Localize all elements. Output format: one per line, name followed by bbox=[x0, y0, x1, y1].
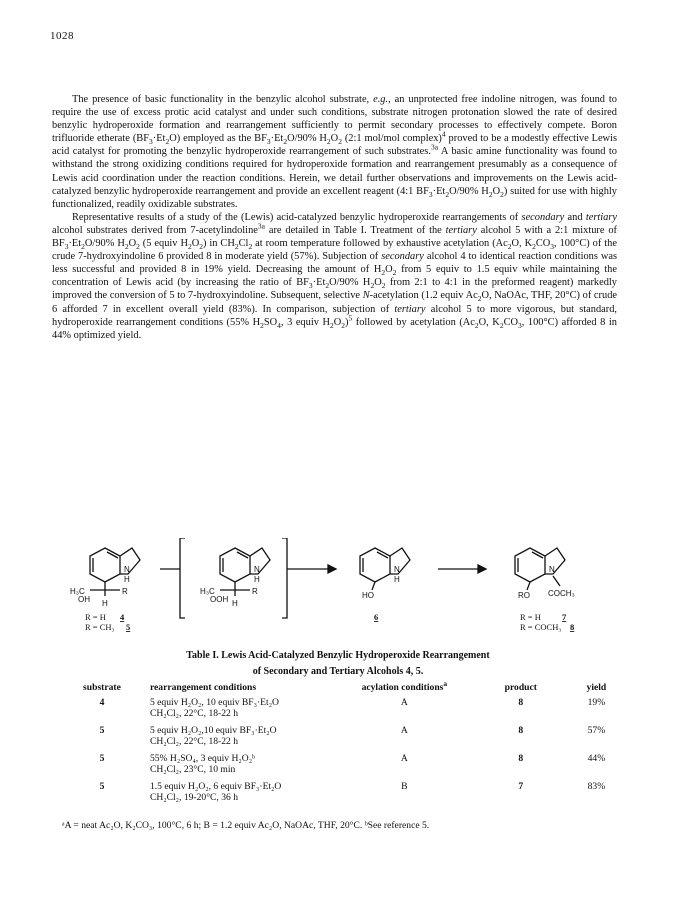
h3c-label-left: H₃C bbox=[70, 587, 85, 596]
table-header-row bbox=[56, 682, 624, 697]
nh-label-mid: N bbox=[254, 565, 260, 574]
r-label-left: R bbox=[122, 587, 128, 596]
hydroperoxide-intermediate bbox=[160, 538, 336, 618]
table-row bbox=[56, 725, 624, 753]
header-substrate: substrate bbox=[83, 682, 121, 693]
reaction-scheme bbox=[60, 538, 620, 638]
page-number: 1028 bbox=[50, 30, 74, 42]
cell-product: 7 bbox=[518, 781, 524, 792]
cell-product: 8 bbox=[518, 753, 524, 764]
h3c-label-mid: H₃C bbox=[200, 587, 215, 596]
header-acylation: acylation conditions$^a$ bbox=[361, 678, 448, 693]
cell-product: 8 bbox=[518, 725, 524, 736]
cell-conditions: 5 equiv H₂O₂,10 equiv BF₃·Et₂O CH₂Cl₂, 22°C, 18-22 h bbox=[149, 725, 277, 747]
table-footnote: ᵃA = neat Ac₂O, K₂CO₃, 100°C, 6 h; B = 1.2 equiv Ac₂O, NaOAc, THF, 20°C. ᵇSee reference 5. bbox=[62, 820, 430, 831]
cmp-label-rcoch3: R = COCH₃ bbox=[520, 622, 562, 632]
compound-5-label: 5 bbox=[126, 622, 131, 632]
table-caption-line2: of Secondary and Tertiary Alcohols 4, 5. bbox=[252, 666, 424, 677]
header-product: product bbox=[504, 682, 537, 693]
h-label-sub-mid: H bbox=[232, 599, 238, 608]
h-label-6: H bbox=[394, 575, 400, 584]
cell-yield: 44% bbox=[587, 753, 606, 764]
ooh-label: OOH bbox=[210, 595, 229, 604]
cmp-label-rh-left: R = H bbox=[85, 612, 106, 622]
cell-substrate: 4 bbox=[99, 697, 105, 708]
cell-acylation: A bbox=[400, 753, 408, 764]
cell-acylation: B bbox=[401, 781, 408, 792]
table-caption: Table I. Lewis Acid-Catalyzed Benzylic Hydroperoxide Rearrangement bbox=[186, 650, 490, 661]
body-text bbox=[52, 93, 617, 342]
cell-yield: 19% bbox=[587, 697, 606, 708]
cell-substrate: 5 bbox=[99, 725, 105, 736]
table-row bbox=[56, 781, 624, 809]
cmp-label-rch3: R = CH₃ bbox=[85, 622, 115, 632]
cell-acylation: A bbox=[400, 725, 408, 736]
coch3-label: COCH₃ bbox=[548, 589, 575, 598]
header-yield: yield bbox=[586, 682, 607, 693]
nh-label-6: N bbox=[394, 565, 400, 574]
h-label-sub-left: H bbox=[102, 599, 108, 608]
table-row bbox=[56, 753, 624, 781]
ro-label: RO bbox=[518, 591, 530, 600]
compound-7-label: 7 bbox=[562, 612, 567, 622]
hydroxyindoline-structure bbox=[360, 548, 410, 590]
cell-yield: 83% bbox=[587, 781, 606, 792]
cell-product: 8 bbox=[518, 697, 524, 708]
compound-6-label: 6 bbox=[374, 612, 379, 622]
h-label-left: H bbox=[124, 575, 130, 584]
table-row bbox=[56, 697, 624, 725]
cell-conditions: 1.5 equiv H₂O₂, 6 equiv BF₃·Et₂O CH₂Cl₂, 19-20°C, 36 h bbox=[149, 781, 282, 803]
paragraph-2: Representative results of a study of the (Lewis) acid-catalyzed benzylic hydroperoxide rearrangements of secondary and tertiary alcohol substrates derived from 7-acetylindoline$^{3a}$ are detailed in Table I. Treatment of the tertiary alcohol 5 with a 2:1 mixture of $BF_3\cdot Et_2O/90\%$ $H_2O_2$ (5 equiv $H_2O_2$) in $CH_2Cl_2$ at room temperature followed by exhaustive acetylation ($Ac_2O$, $K_2CO_3$, 100°C) of the crude 7-hydroxyindoline 6 provided 8 in moderate yield (57%). Subjection of secondary alcohol 4 to identical reaction conditions was less successful and provided 8 in 19% yield. Decreasing the amount of $H_2O_2$ from 5 equiv to 1.5 equiv while maintaining the concentration of Lewis acid (by increasing the ratio of $BF_3\cdot Et_2O/90\%$ $H_2O_2$ from 2:1 to 4:1 in the preformed reagent) markedly improved the conversion of 5 to 7-hydroxyindoline. Subsequent, selective N-acetylation (1.2 equiv $Ac_2O$, NaOAc, THF, 20°C) of crude 6 afforded 7 in excellent overall yield (83%). In comparison, subjection of tertiary alcohol 5 to more vigorous, but standard, hydroperoxide rearrangement conditions (55% $H_2SO_4$, 3 equiv $H_2O_2)^5$ followed by acetylation ($Ac_2O$, $K_2CO_3$, 100°C) afforded 8 in 44% optimized yield. bbox=[52, 211, 618, 341]
indoline-structure-left bbox=[90, 548, 140, 596]
cell-conditions: 5 equiv H₂O₂, 10 equiv BF₃·Et₂O CH₂Cl₂, 22°C, 18-22 h bbox=[149, 697, 279, 719]
cell-substrate: 5 bbox=[99, 753, 105, 764]
cell-substrate: 5 bbox=[99, 781, 105, 792]
compound-4-label: 4 bbox=[120, 612, 125, 622]
n-label-right: N bbox=[549, 565, 555, 574]
acetylindoline-structure bbox=[515, 548, 565, 590]
ho-label: HO bbox=[362, 591, 374, 600]
cell-acylation: A bbox=[400, 697, 408, 708]
compound-8-label: 8 bbox=[570, 622, 575, 632]
cmp-label-rh-right: R = H bbox=[520, 612, 541, 622]
paragraph-1: The presence of basic functionality in the benzylic alcohol substrate, e.g., an unprotected free indoline nitrogen, was found to require the use of excess protic acid catalyst and under such conditions, substrate nitrogen protonation slowed the rate of desired benzylic hydroperoxide formation and rearrangement sufficiently to permit secondary processes to effectively compete. Boron trifluoride etherate $(BF_3\cdot Et_2O)$ employed as the $BF_3\cdot Et_2O/90\%$ $H_2O_2$ (2:1 mol/mol complex)$^4$ proved to be a modestly effective Lewis acid catalyst for promoting the benzylic hydroperoxide rearrangement of such substrates.$^{3a}$ A basic amine functionality was found to withstand the strong oxidizing conditions required for hydroperoxide formation and rearrangement presumably as a consequence of Lewis acid coordination under the reaction conditions. Herein, we detail further observations and improvements on the Lewis acid-catalyzed benzylic hydroperoxide rearrangement and provide an excellent reagent (4:1 $BF_3\cdot Et_2O/90\%$ $H_2O_2$) suited for use with highly functionalized, readily oxidizable substrates. bbox=[52, 94, 618, 210]
cell-yield: 57% bbox=[587, 725, 606, 736]
oh-label: OH bbox=[78, 595, 90, 604]
header-rearrangement: rearrangement conditions bbox=[149, 682, 257, 693]
r-label-mid: R bbox=[252, 587, 258, 596]
h-label-mid: H bbox=[254, 575, 260, 584]
cell-conditions: 55% H₂SO₄, 3 equiv H₂O₂ᵇ CH₂Cl₂, 23°C, 10 min bbox=[149, 753, 256, 775]
results-table bbox=[56, 678, 624, 809]
nh-label-left: N bbox=[124, 565, 130, 574]
